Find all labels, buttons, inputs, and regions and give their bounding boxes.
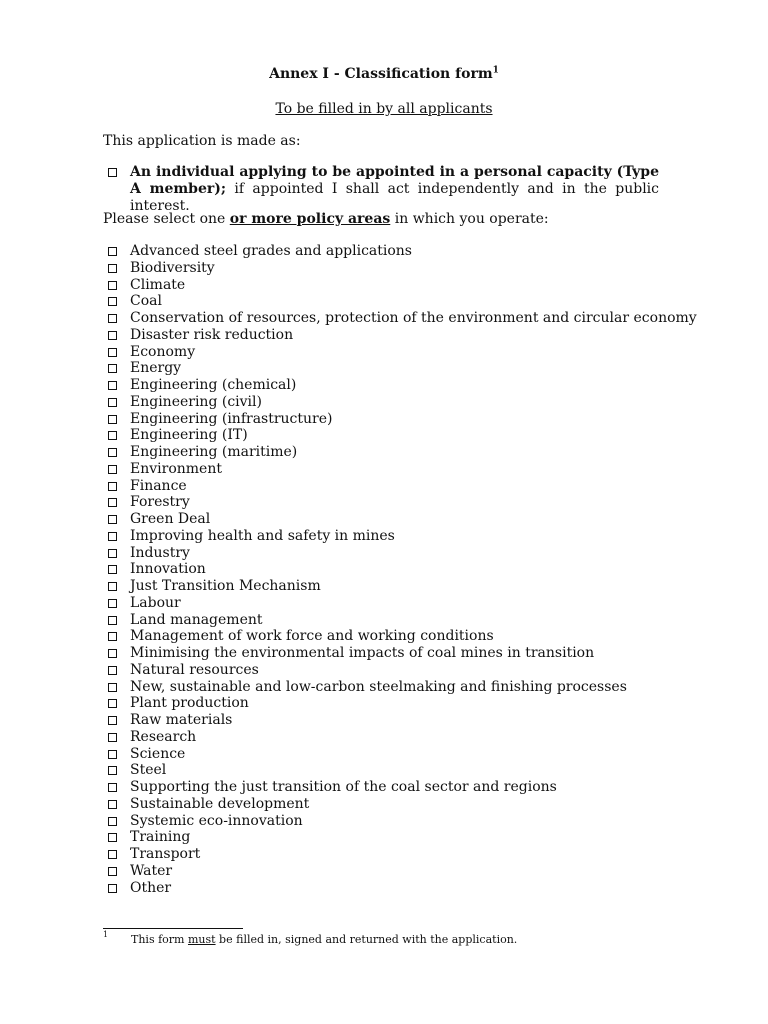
policy-area-item[interactable] xyxy=(107,394,697,411)
footnote-text-after: be filled in, signed and returned with the application. xyxy=(215,933,518,946)
policy-area-item[interactable] xyxy=(107,813,697,830)
policy-area-item[interactable] xyxy=(107,645,697,662)
policy-area-item[interactable] xyxy=(107,762,697,779)
policy-area-checkbox[interactable] xyxy=(108,649,117,658)
policy-area-label: Land management xyxy=(130,611,263,628)
policy-areas-prompt xyxy=(103,211,549,227)
policy-area-item[interactable] xyxy=(107,863,697,880)
footnote-text xyxy=(131,933,517,946)
policy-area-label: Sustainable development xyxy=(130,795,310,812)
policy-area-checkbox[interactable] xyxy=(108,331,117,340)
policy-prompt-emphasis: or more policy areas xyxy=(229,211,391,227)
policy-area-item[interactable] xyxy=(107,746,697,763)
policy-area-label: Engineering (infrastructure) xyxy=(130,410,333,427)
policy-area-item[interactable] xyxy=(107,360,697,377)
policy-area-checkbox[interactable] xyxy=(108,448,117,457)
policy-area-checkbox[interactable] xyxy=(108,833,117,842)
policy-area-label: Engineering (IT) xyxy=(130,427,248,444)
policy-area-label: Training xyxy=(130,829,191,846)
policy-area-item[interactable] xyxy=(107,528,697,545)
policy-area-checkbox[interactable] xyxy=(108,297,117,306)
policy-area-label: Industry xyxy=(130,544,190,561)
policy-area-label: Minimising the environmental impacts of coal mines in transition xyxy=(130,645,595,661)
policy-area-checkbox[interactable] xyxy=(108,281,117,290)
policy-area-label: Just Transition Mechanism xyxy=(130,578,321,594)
policy-area-checkbox[interactable] xyxy=(108,666,117,675)
policy-area-checkbox[interactable] xyxy=(108,783,117,792)
policy-areas-list xyxy=(107,243,697,896)
policy-area-label: Labour xyxy=(130,594,181,611)
policy-area-item[interactable] xyxy=(107,461,697,478)
policy-area-label: Natural resources xyxy=(130,661,259,678)
policy-area-item[interactable] xyxy=(107,561,697,578)
policy-area-item[interactable] xyxy=(107,494,697,511)
policy-area-item[interactable] xyxy=(107,779,697,796)
policy-area-checkbox[interactable] xyxy=(108,683,117,692)
policy-area-checkbox[interactable] xyxy=(108,398,117,407)
policy-area-checkbox[interactable] xyxy=(108,850,117,859)
policy-area-checkbox[interactable] xyxy=(108,431,117,440)
policy-area-label: Biodiversity xyxy=(130,259,215,276)
policy-area-item[interactable] xyxy=(107,511,697,528)
policy-area-checkbox[interactable] xyxy=(108,565,117,574)
type-a-label xyxy=(130,164,659,215)
policy-area-item[interactable] xyxy=(107,478,697,495)
policy-area-checkbox[interactable] xyxy=(108,515,117,524)
policy-area-label: Disaster risk reduction xyxy=(130,326,294,343)
policy-area-checkbox[interactable] xyxy=(108,381,117,390)
policy-area-label: Finance xyxy=(130,477,187,494)
policy-area-label: Improving health and safety in mines xyxy=(130,527,395,544)
policy-area-label: Coal xyxy=(130,293,162,310)
policy-area-checkbox[interactable] xyxy=(108,817,117,826)
policy-area-label: Climate xyxy=(130,276,186,293)
policy-area-item[interactable] xyxy=(107,310,697,327)
policy-area-item[interactable] xyxy=(107,444,697,461)
policy-area-checkbox[interactable] xyxy=(108,348,117,357)
policy-area-item[interactable] xyxy=(107,293,697,310)
policy-area-label: Plant production xyxy=(130,695,249,712)
policy-area-label: Raw materials xyxy=(130,712,233,728)
title-footnote-ref[interactable]: 1 xyxy=(492,65,499,76)
policy-area-label: Supporting the just transition of the coal sector and regions xyxy=(130,779,557,795)
policy-area-checkbox[interactable] xyxy=(108,800,117,809)
policy-area-label: New, sustainable and low-carbon steelmaking and finishing processes xyxy=(130,678,627,695)
policy-area-checkbox[interactable] xyxy=(108,884,117,893)
type-a-label-bold: An individual applying to be appointed in a personal capacity (Type A member); xyxy=(130,164,659,197)
footnote-text-before: This form xyxy=(131,933,188,946)
policy-area-item[interactable] xyxy=(107,662,697,679)
policy-area-item[interactable] xyxy=(107,679,697,696)
policy-area-label: Green Deal xyxy=(130,511,211,527)
policy-area-item[interactable] xyxy=(107,846,697,863)
policy-area-label: Other xyxy=(130,879,172,896)
policy-area-label: Energy xyxy=(130,360,182,377)
policy-area-label: Transport xyxy=(130,846,201,862)
policy-area-checkbox[interactable] xyxy=(108,498,117,507)
type-a-option[interactable] xyxy=(107,164,659,215)
policy-area-item[interactable] xyxy=(107,729,697,746)
policy-area-label: Innovation xyxy=(130,561,206,578)
policy-area-label: Water xyxy=(130,862,173,879)
title-text: Annex I - Classification form xyxy=(269,66,493,82)
intro-text: This application is made as: xyxy=(103,133,301,149)
policy-area-checkbox[interactable] xyxy=(108,766,117,775)
type-a-checkbox[interactable] xyxy=(108,168,117,177)
policy-area-checkbox[interactable] xyxy=(108,716,117,725)
policy-area-label: Engineering (maritime) xyxy=(130,444,298,460)
policy-area-checkbox[interactable] xyxy=(108,867,117,876)
footnote-number: 1 xyxy=(103,930,109,939)
page-title xyxy=(0,66,768,82)
policy-area-item[interactable] xyxy=(107,612,697,629)
policy-area-item[interactable] xyxy=(107,712,697,729)
policy-area-item[interactable] xyxy=(107,628,697,645)
footnote-divider xyxy=(103,928,243,929)
policy-area-item[interactable] xyxy=(107,327,697,344)
policy-area-label: Science xyxy=(130,745,186,762)
policy-area-checkbox[interactable] xyxy=(108,364,117,373)
policy-area-item[interactable] xyxy=(107,411,697,428)
policy-prompt-before: Please select one xyxy=(103,211,230,227)
policy-area-checkbox[interactable] xyxy=(108,415,117,424)
policy-area-label: Steel xyxy=(130,762,167,779)
policy-area-item[interactable] xyxy=(107,829,697,846)
policy-area-label: Advanced steel grades and applications xyxy=(130,243,412,259)
policy-area-item[interactable] xyxy=(107,344,697,361)
policy-area-label: Conservation of resources, protection of the environment and circular economy xyxy=(130,310,697,326)
page-subtitle: To be filled in by all applicants xyxy=(275,101,493,117)
policy-area-checkbox[interactable] xyxy=(108,532,117,541)
policy-area-item[interactable] xyxy=(107,427,697,444)
policy-area-checkbox[interactable] xyxy=(108,314,117,323)
policy-area-item[interactable] xyxy=(107,695,697,712)
policy-area-checkbox[interactable] xyxy=(108,247,117,256)
policy-area-checkbox[interactable] xyxy=(108,482,117,491)
policy-area-item[interactable] xyxy=(107,243,697,260)
policy-area-item[interactable] xyxy=(107,796,697,813)
policy-area-checkbox[interactable] xyxy=(108,733,117,742)
policy-area-item[interactable] xyxy=(107,880,697,897)
policy-area-label: Management of work force and working conditions xyxy=(130,628,494,645)
policy-area-item[interactable] xyxy=(107,260,697,277)
policy-area-item[interactable] xyxy=(107,578,697,595)
policy-area-checkbox[interactable] xyxy=(108,699,117,708)
policy-area-item[interactable] xyxy=(107,277,697,294)
policy-area-item[interactable] xyxy=(107,545,697,562)
policy-prompt-after: in which you operate: xyxy=(390,211,549,227)
policy-area-checkbox[interactable] xyxy=(108,616,117,625)
policy-area-label: Engineering (civil) xyxy=(130,393,262,410)
policy-area-checkbox[interactable] xyxy=(108,582,117,591)
policy-area-checkbox[interactable] xyxy=(108,750,117,759)
policy-area-label: Engineering (chemical) xyxy=(130,377,297,393)
policy-area-checkbox[interactable] xyxy=(108,549,117,558)
policy-area-checkbox[interactable] xyxy=(108,465,117,474)
policy-area-checkbox[interactable] xyxy=(108,264,117,273)
footnote-text-emphasis: must xyxy=(187,933,216,946)
policy-area-label: Forestry xyxy=(130,494,190,511)
type-a-label-rest: if appointed I shall act independently and in the public interest. xyxy=(130,181,659,214)
policy-area-label: Economy xyxy=(130,343,196,360)
policy-area-label: Research xyxy=(130,728,197,745)
policy-area-checkbox[interactable] xyxy=(108,632,117,641)
policy-area-label: Environment xyxy=(130,460,222,477)
policy-area-checkbox[interactable] xyxy=(108,599,117,608)
policy-area-item[interactable] xyxy=(107,377,697,394)
policy-area-item[interactable] xyxy=(107,595,697,612)
policy-area-label: Systemic eco-innovation xyxy=(130,812,303,829)
